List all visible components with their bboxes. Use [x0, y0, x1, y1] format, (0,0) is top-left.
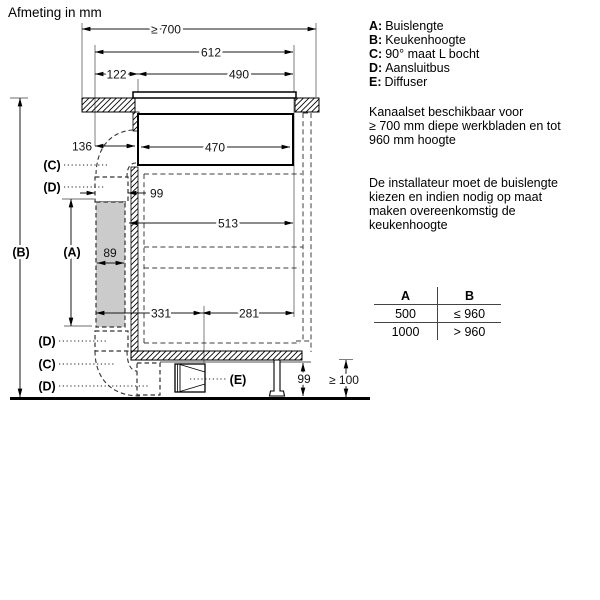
table-row — [374, 305, 501, 323]
table-header-row — [374, 287, 501, 305]
table-cell-a1: 500 — [374, 305, 438, 323]
note-installer: De installateur moet de buislengte kiezen en indien nodig op maat maken overeenkomstig de keukenhoogte — [369, 176, 559, 232]
table-cell-b2: > 960 — [453, 324, 486, 339]
legend-item-b: B: Keukenhoogte — [369, 33, 466, 47]
table-row — [374, 323, 501, 341]
note-duct-set: Kanaalset beschikbaar voor ≥ 700 mm diepe werkbladen en tot 960 mm hoogte — [369, 105, 561, 147]
dim-136: 136 — [71, 139, 92, 154]
parts-legend — [369, 19, 479, 89]
legend-item-c: C: 90° maat L bocht — [369, 47, 480, 61]
cabinet-bottom-panel — [131, 351, 302, 360]
label-c-top: (C) — [43, 158, 61, 173]
connector-box-mid — [95, 331, 128, 351]
connector-box-bottom — [137, 363, 160, 395]
diffuser — [175, 364, 205, 392]
cooktop-glass — [133, 92, 296, 98]
duct-pipe — [96, 202, 125, 327]
bend-top-outer — [96, 130, 133, 174]
label-d-bottom: (D) — [38, 379, 56, 394]
table-cell-a2: 1000 — [374, 323, 438, 341]
dim-281: 281 — [238, 306, 260, 321]
label-b: (B) — [12, 245, 30, 260]
dim-612: 612 — [200, 45, 222, 60]
appliance-foot — [270, 360, 285, 396]
connector-box-top — [95, 177, 128, 202]
worktop-left — [82, 98, 135, 112]
label-d-mid: (D) — [38, 334, 56, 349]
label-d-top: (D) — [43, 180, 61, 195]
label-e: (E) — [229, 373, 247, 387]
pipe-length-table — [374, 287, 501, 340]
dim-490: 490 — [228, 67, 250, 82]
dim-floor-min: ≥ 100 — [329, 373, 359, 387]
table-cell-b1: ≤ 960 — [438, 305, 502, 323]
dim-99-bottom: 99 — [297, 372, 311, 386]
legend-item-a: A: Buislengte — [369, 19, 444, 33]
legend-item-d: D: Aansluitbus — [369, 61, 450, 75]
table-header-a: A — [374, 287, 438, 305]
dim-513: 513 — [217, 216, 239, 231]
page-title: Afmeting in mm — [8, 5, 102, 20]
dim-122: 122 — [106, 67, 127, 82]
label-c-bottom: (C) — [38, 357, 56, 372]
dim-331: 331 — [150, 306, 172, 321]
cabinet-back-panel — [131, 167, 138, 351]
worktop-right — [295, 98, 319, 112]
table-header-b: B — [438, 287, 502, 305]
appliance-body — [138, 114, 293, 165]
dim-depth-min: ≥ 700 — [151, 22, 181, 37]
dimension-lines — [20, 29, 346, 397]
dim-470: 470 — [204, 140, 226, 155]
dim-89: 89 — [103, 246, 117, 260]
legend-item-e: E: Diffuser — [369, 75, 428, 89]
label-a: (A) — [63, 245, 81, 260]
dim-99-top: 99 — [150, 186, 164, 201]
